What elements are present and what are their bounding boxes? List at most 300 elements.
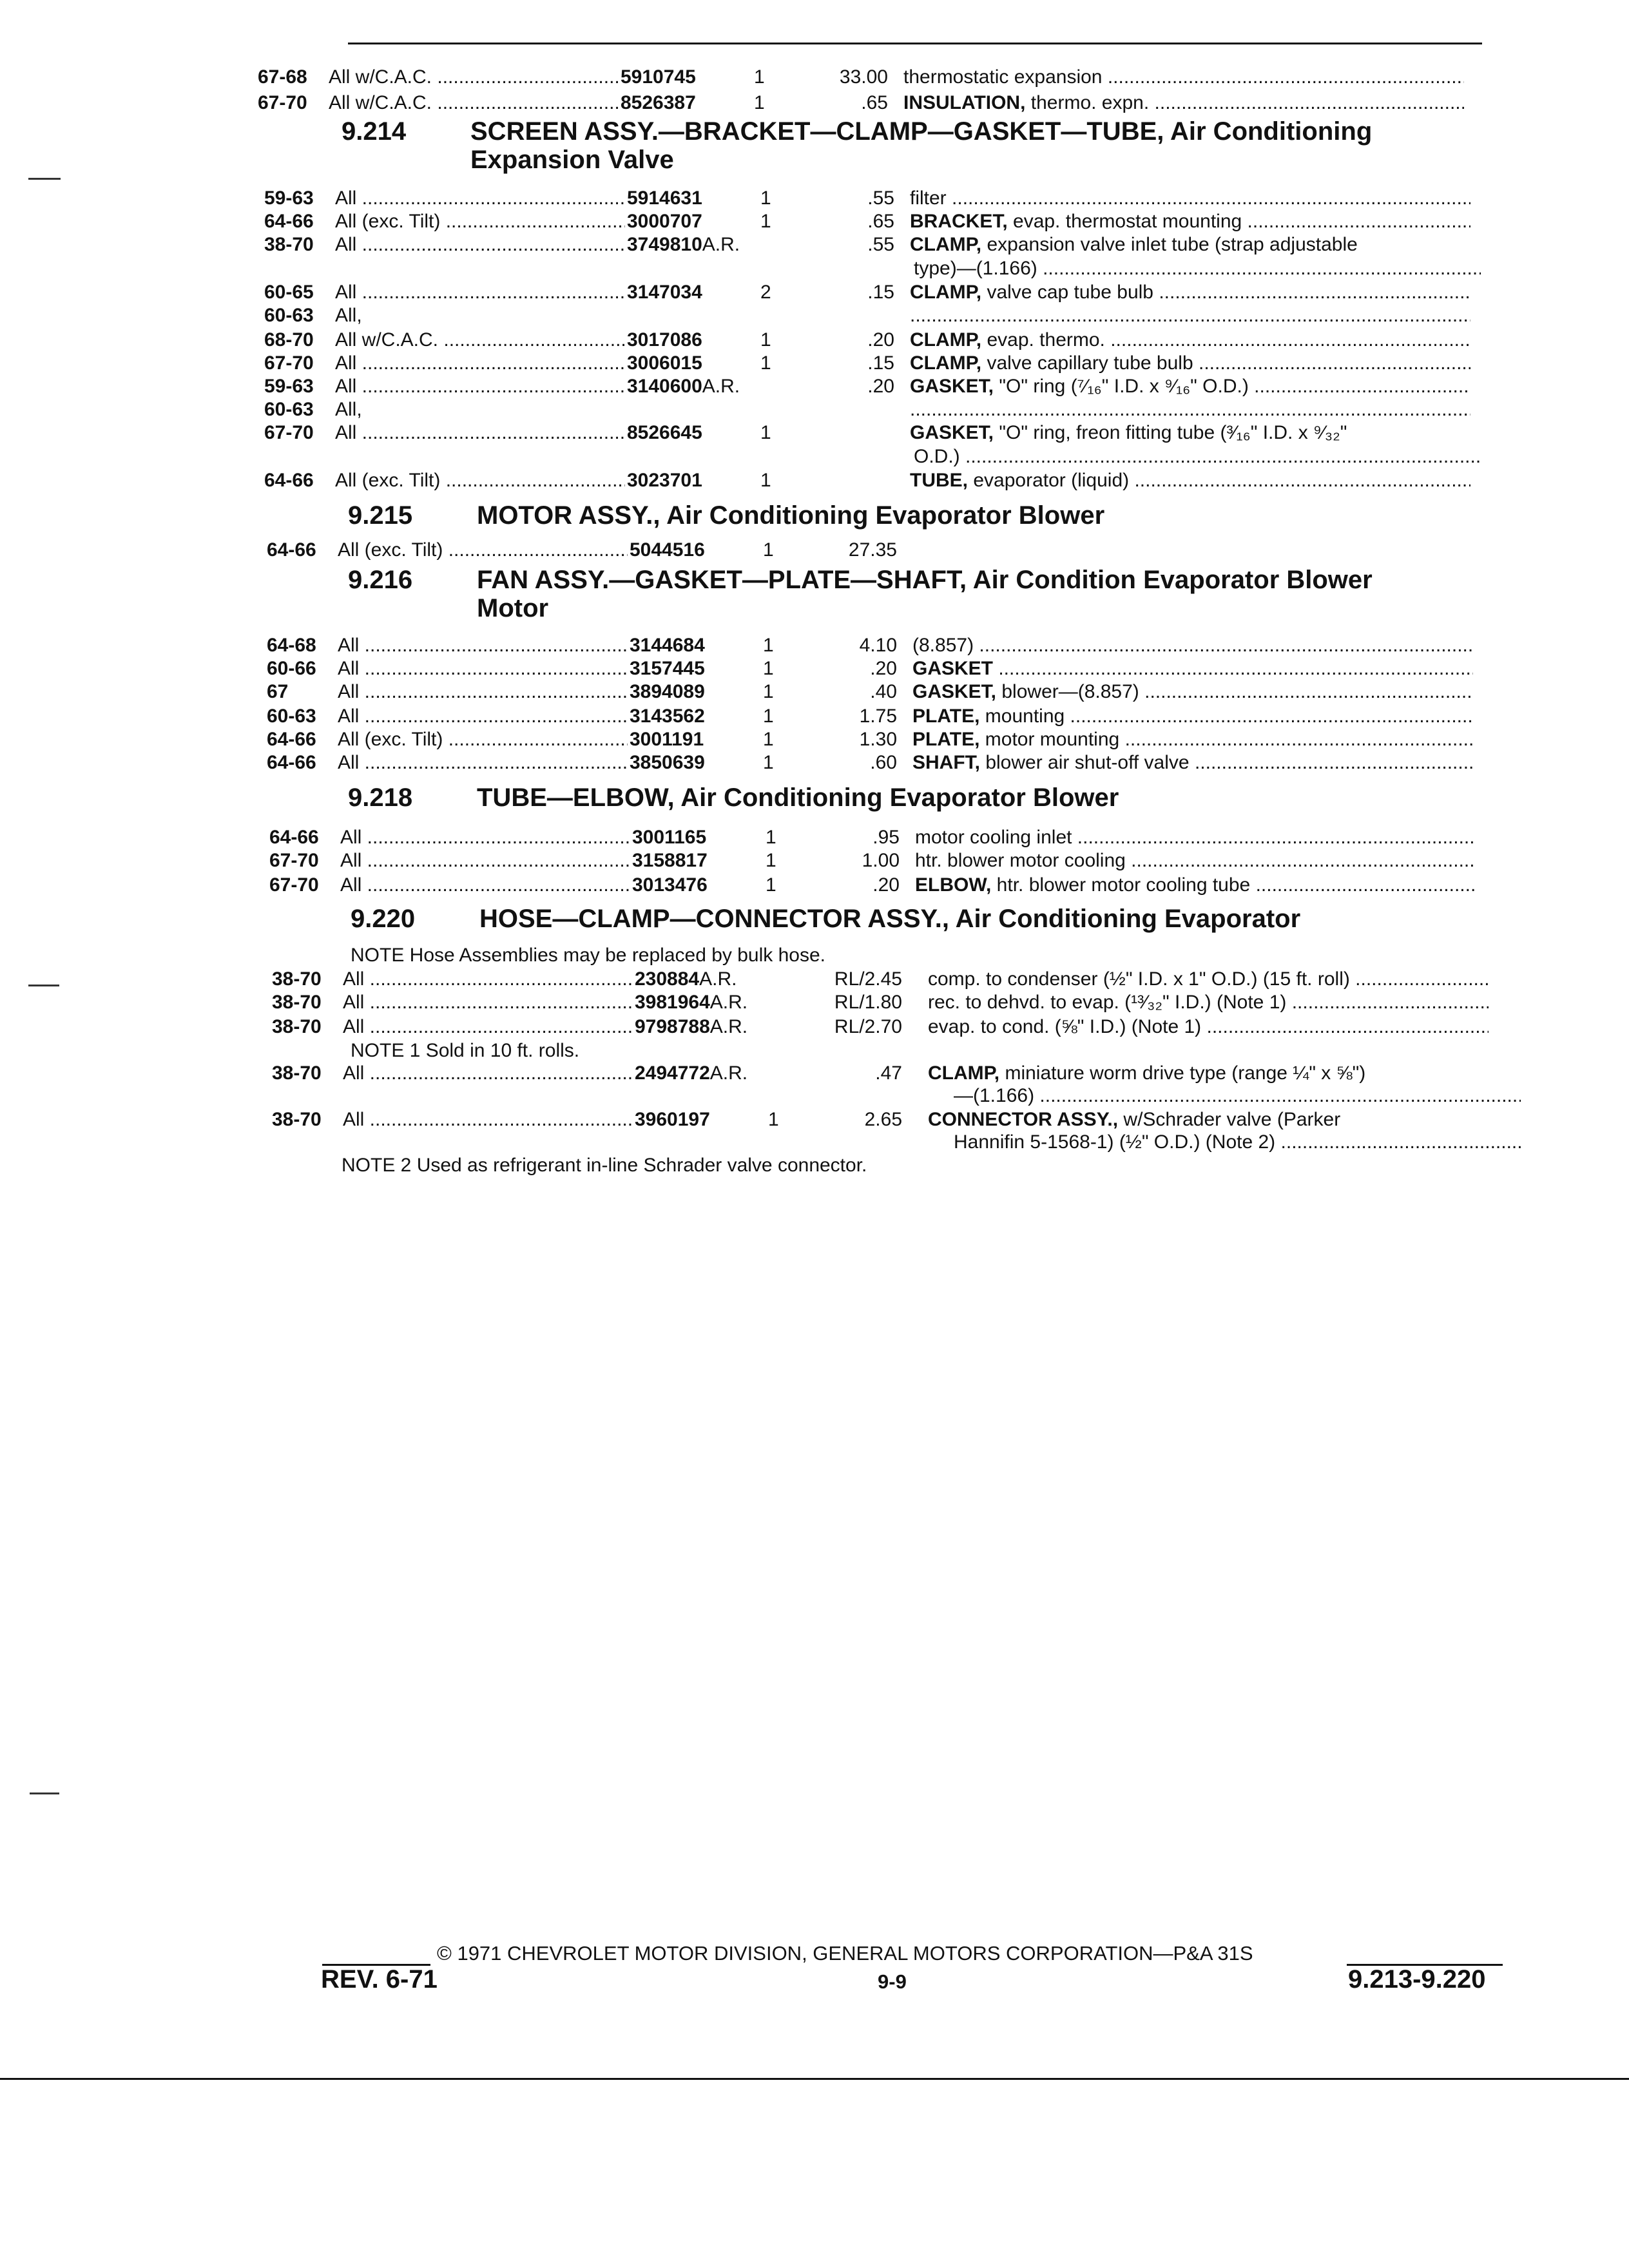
section-number: 9.218 [348, 783, 413, 812]
leader-dots [1139, 681, 1473, 702]
model-applicability [335, 468, 625, 494]
part-description [928, 1014, 1489, 1040]
model-applicability [335, 232, 625, 258]
description-continuation [954, 1130, 1521, 1155]
parts-row [267, 727, 1491, 753]
list-price: RL/1.80 [834, 992, 902, 1013]
note-1: NOTE 1 Sold in 10 ft. rolls. [351, 1040, 580, 1061]
quantity: 1 [763, 706, 774, 727]
description-text: htr. blower motor cooling tube [991, 874, 1251, 896]
leader-dots [364, 1109, 633, 1130]
description-text: thermostatic expansion [903, 66, 1103, 88]
model-applicability [335, 280, 625, 305]
list-price: .15 [867, 282, 894, 303]
leader-dots [356, 187, 625, 209]
part-description [910, 303, 1470, 329]
leader-dots [432, 66, 619, 88]
quantity: 1 [760, 187, 771, 209]
list-price: .15 [867, 352, 894, 374]
list-price: .20 [870, 658, 897, 679]
model-text: All [335, 352, 357, 374]
part-number [627, 280, 756, 305]
model-applicability [343, 990, 633, 1015]
description-text: mounting [979, 706, 1065, 727]
quantity: 2 [760, 282, 771, 303]
quantity: 1 [763, 729, 774, 750]
list-price: 1.75 [859, 706, 897, 727]
model-text: All [343, 1062, 365, 1084]
parts-row [264, 420, 1489, 446]
leader-dots [1103, 66, 1465, 88]
model-years: 64-66 [267, 729, 316, 750]
model-text: All [335, 234, 357, 255]
model-applicability [343, 1061, 633, 1086]
model-applicability [338, 537, 628, 563]
model-years: 67-70 [269, 850, 319, 871]
parts-row [267, 537, 1491, 563]
continuation-text: —(1.166) [954, 1085, 1035, 1106]
leader-dots [1065, 706, 1473, 727]
model-applicability [338, 727, 628, 753]
margin-tick [28, 178, 61, 180]
leader-dots [947, 187, 1470, 209]
model-applicability [335, 209, 625, 235]
part-number [630, 633, 758, 658]
list-price: 33.00 [839, 66, 888, 88]
model-years: 60-66 [267, 658, 316, 679]
section-title: HOSE—CLAMP—CONNECTOR ASSY., Air Conditioning Evaporator [479, 905, 1301, 933]
list-price: .47 [875, 1062, 902, 1084]
model-applicability [335, 351, 625, 376]
leader-dots [364, 1016, 633, 1037]
description-text: valve capillary tube bulb [981, 352, 1193, 374]
leader-dots [361, 827, 630, 848]
list-price: .95 [872, 827, 900, 848]
section-title: TUBE—ELBOW, Air Conditioning Evaporator Blower [477, 783, 1119, 812]
part-description [915, 825, 1476, 850]
list-price: 1.30 [859, 729, 897, 750]
leader-dots [443, 729, 628, 750]
model-text: All [335, 376, 357, 397]
model-applicability [335, 303, 625, 329]
part-description [912, 656, 1473, 682]
part-description [903, 64, 1464, 90]
description-keyword: GASKET [912, 658, 994, 679]
leader-dots [359, 658, 628, 679]
part-number-text: 3981964 [635, 992, 710, 1013]
model-years: 68-70 [264, 329, 314, 351]
parts-row [267, 704, 1491, 729]
description-text: evap. to cond. (⅝" I.D.) (Note 1) [928, 1016, 1202, 1037]
model-applicability [338, 679, 628, 705]
leader-dots [1286, 992, 1489, 1013]
description-text: valve cap tube bulb [981, 282, 1153, 303]
quantity: 1 [763, 539, 774, 561]
part-description [928, 990, 1489, 1015]
model-applicability [340, 848, 630, 874]
copyright-line: © 1971 CHEVROLET MOTOR DIVISION, GENERAL MOTORS CORPORATION—P&A 31S [437, 1942, 1253, 1965]
part-description [910, 280, 1470, 305]
leader-dots [361, 850, 630, 871]
model-years: 64-66 [264, 470, 314, 491]
part-number [632, 848, 761, 874]
model-years: 38-70 [272, 1109, 322, 1130]
leader-dots [910, 305, 1470, 326]
part-number [635, 966, 764, 992]
quantity: 1 [768, 1109, 779, 1130]
part-number-text: 5044516 [630, 539, 705, 561]
quantity: 1 [754, 92, 765, 113]
part-description [912, 679, 1473, 705]
part-number-text: 3157445 [630, 658, 705, 679]
parts-row [264, 303, 1489, 329]
description-keyword: CLAMP, [910, 352, 982, 374]
model-years: 60-63 [267, 706, 316, 727]
description-text: motor mounting [979, 729, 1120, 750]
part-number-text: 3013476 [632, 874, 708, 896]
model-text: All [338, 706, 360, 727]
model-years: 67-70 [264, 422, 314, 443]
description-text: evap. thermo. [981, 329, 1105, 351]
part-number-text: 3960197 [635, 1109, 710, 1130]
model-text: All [338, 658, 360, 679]
top-rule [348, 43, 1482, 44]
model-years: 38-70 [272, 968, 322, 990]
part-number-text: 3850639 [630, 752, 705, 773]
part-description [910, 397, 1470, 423]
model-text: All (exc. Tilt) [338, 539, 443, 561]
part-description [928, 1061, 1489, 1086]
description-text: "O" ring (⁷⁄₁₆" I.D. x ⁹⁄₁₆" O.D.) [994, 376, 1249, 397]
leader-dots [359, 635, 628, 656]
part-number [627, 209, 756, 235]
parts-row [272, 990, 1496, 1015]
parts-row [267, 656, 1491, 682]
part-number [621, 64, 749, 90]
part-number [630, 704, 758, 729]
leader-dots [1149, 92, 1464, 113]
list-price: .65 [867, 211, 894, 232]
parts-row [264, 280, 1489, 305]
part-description [912, 750, 1473, 776]
quantity-suffix: A.R. [702, 376, 740, 397]
model-years: 38-70 [272, 1062, 322, 1084]
description-keyword: CLAMP, [910, 282, 982, 303]
section-title-continued: Motor [477, 594, 549, 622]
quantity: 1 [763, 752, 774, 773]
parts-row [269, 872, 1494, 898]
leader-dots [359, 681, 628, 702]
part-number-text: 3143562 [630, 706, 705, 727]
model-text: All [338, 752, 360, 773]
leader-dots [1119, 729, 1473, 750]
part-description [912, 727, 1473, 753]
part-description [912, 633, 1473, 658]
model-text: All [338, 635, 360, 656]
part-number [627, 374, 756, 399]
leader-dots [1275, 1131, 1521, 1153]
quantity: 1 [763, 681, 774, 702]
description-text: evaporator (liquid) [968, 470, 1130, 491]
model-applicability [343, 966, 633, 992]
part-number-text: 5914631 [627, 187, 702, 209]
part-description [903, 90, 1464, 116]
leader-dots [1037, 258, 1481, 279]
part-number-text: 5910745 [621, 66, 696, 88]
model-years: 60-65 [264, 282, 314, 303]
model-text: All, [335, 399, 362, 420]
part-description [910, 468, 1470, 494]
model-years: 60-63 [264, 399, 314, 420]
leader-dots [993, 658, 1473, 679]
part-description [910, 327, 1470, 353]
list-price: RL/2.45 [834, 968, 902, 990]
leader-dots [364, 968, 633, 990]
description-text: expansion valve inlet tube (strap adjustable [981, 234, 1358, 255]
model-applicability [335, 420, 625, 446]
part-number-text: 2494772 [635, 1062, 710, 1084]
model-years: 64-66 [267, 539, 316, 561]
margin-tick [28, 985, 59, 986]
leader-dots [1072, 827, 1476, 848]
model-applicability [343, 1014, 633, 1040]
revision-label: REV. 6-71 [321, 1965, 438, 1994]
description-continuation [914, 445, 1481, 469]
quantity: 1 [763, 635, 774, 656]
section-title: FAN ASSY.—GASKET—PLATE—SHAFT, Air Condition Evaporator Blower [477, 566, 1373, 594]
part-number [635, 1014, 764, 1040]
description-text: rec. to dehvd. to evap. (¹³⁄₃₂" I.D.) (Note 1) [928, 992, 1287, 1013]
parts-row [258, 90, 1482, 116]
model-applicability [335, 397, 625, 423]
model-text: All [343, 968, 365, 990]
quantity-suffix: A.R. [699, 968, 737, 990]
part-number-text: 3140600 [627, 376, 702, 397]
part-number [630, 656, 758, 682]
part-description [915, 872, 1476, 898]
model-years: 38-70 [272, 1016, 322, 1037]
leader-dots [440, 470, 625, 491]
model-years: 64-66 [269, 827, 319, 848]
model-text: All (exc. Tilt) [338, 729, 443, 750]
description-text: miniature worm drive type (range ¼" x ⅝") [999, 1062, 1366, 1084]
list-price: RL/2.70 [834, 1016, 902, 1037]
quantity: 1 [766, 850, 776, 871]
part-description [928, 1107, 1489, 1133]
description-keyword: TUBE, [910, 470, 968, 491]
description-keyword: PLATE, [912, 706, 980, 727]
parts-row [264, 468, 1489, 494]
part-number [635, 990, 764, 1015]
part-number [627, 232, 756, 258]
part-number-text: 3000707 [627, 211, 702, 232]
part-description [910, 351, 1470, 376]
part-number [630, 537, 758, 563]
model-applicability [338, 656, 628, 682]
leader-dots [1153, 282, 1470, 303]
part-number-text: 3023701 [627, 470, 702, 491]
description-text: blower air shut-off valve [980, 752, 1190, 773]
model-applicability [338, 750, 628, 776]
model-years: 38-70 [264, 234, 314, 255]
model-years: 67-70 [269, 874, 319, 896]
model-years: 64-68 [267, 635, 316, 656]
part-number-text: 3894089 [630, 681, 705, 702]
part-description [910, 232, 1470, 258]
part-number [635, 1107, 764, 1133]
part-description [910, 186, 1470, 211]
leader-dots [356, 422, 625, 443]
part-number-text: 230884 [635, 968, 700, 990]
list-price: .20 [867, 329, 894, 351]
model-text: All (exc. Tilt) [335, 211, 441, 232]
parts-row [264, 351, 1489, 376]
quantity: 1 [760, 352, 771, 374]
section-number: 9.220 [351, 905, 416, 933]
quantity-suffix: A.R. [702, 234, 740, 255]
leader-dots [356, 234, 625, 255]
model-text: All (exc. Tilt) [335, 470, 441, 491]
description-keyword: CLAMP, [910, 234, 982, 255]
part-number-text: 3001191 [630, 729, 704, 750]
leader-dots [440, 211, 625, 232]
margin-tick [30, 1792, 59, 1794]
description-keyword: PLATE, [912, 729, 980, 750]
parts-row [264, 327, 1489, 353]
list-price: .55 [867, 234, 894, 255]
description-text: motor cooling inlet [915, 827, 1072, 848]
description-keyword: INSULATION, [903, 92, 1026, 113]
continuation-text: O.D.) [914, 446, 960, 467]
part-number [627, 420, 756, 446]
leader-dots [438, 329, 625, 351]
leader-dots [1242, 211, 1470, 232]
part-number [627, 468, 756, 494]
leader-dots [974, 635, 1473, 656]
list-price: .60 [870, 752, 897, 773]
description-keyword: ELBOW, [915, 874, 992, 896]
model-applicability [340, 825, 630, 850]
parts-row [258, 64, 1482, 90]
part-number-text: 8526387 [621, 92, 696, 113]
part-description [910, 420, 1470, 446]
continuation-text: type)—(1.166) [914, 258, 1037, 279]
part-number [632, 872, 761, 898]
description-continuation [914, 256, 1481, 281]
list-price: .65 [861, 92, 888, 113]
section-title: SCREEN ASSY.—BRACKET—CLAMP—GASKET—TUBE, Air Conditioning [470, 117, 1373, 146]
model-years: 67-68 [258, 66, 307, 88]
part-description [915, 848, 1476, 874]
model-years: 59-63 [264, 187, 314, 209]
model-text: All [343, 1109, 365, 1130]
parts-row [269, 825, 1494, 850]
description-text: "O" ring, freon fitting tube (³⁄₁₆" I.D. x ⁹⁄₃₂" [994, 422, 1347, 443]
section-title-continued: Expansion Valve [470, 146, 674, 174]
model-applicability [335, 327, 625, 353]
quantity: 1 [760, 422, 771, 443]
leader-dots [359, 706, 628, 727]
model-years: 67 [267, 681, 289, 702]
part-description [910, 374, 1470, 399]
model-text: All [340, 827, 362, 848]
description-text: evap. thermostat mounting [1007, 211, 1242, 232]
part-number [630, 679, 758, 705]
part-number [627, 186, 756, 211]
list-price: 27.35 [848, 539, 897, 561]
parts-row [264, 209, 1489, 235]
hose-note: NOTE Hose Assemblies may be replaced by bulk hose. [351, 945, 826, 966]
model-text: All, [335, 305, 362, 326]
leader-dots [1350, 968, 1489, 990]
parts-row [267, 633, 1491, 658]
parts-row [264, 397, 1489, 423]
part-number-text: 3144684 [630, 635, 705, 656]
model-text: All w/C.A.C. [329, 66, 432, 88]
quantity-suffix: A.R. [709, 992, 748, 1013]
model-text: All w/C.A.C. [335, 329, 439, 351]
model-years: 64-66 [267, 752, 316, 773]
leader-dots [364, 1062, 633, 1084]
description-keyword: CONNECTOR ASSY., [928, 1109, 1119, 1130]
quantity: 1 [760, 470, 771, 491]
bottom-rule [0, 2078, 1629, 2080]
list-price: 1.00 [862, 850, 900, 871]
list-price: .20 [872, 874, 900, 896]
description-text: blower—(8.857) [996, 681, 1139, 702]
leader-dots [356, 376, 625, 397]
section-number: 9.216 [348, 566, 413, 594]
description-keyword: CLAMP, [928, 1062, 1000, 1084]
part-number [632, 825, 761, 850]
parts-row [272, 1061, 1496, 1086]
description-text: comp. to condenser (½" I.D. x 1" O.D.) (15 ft. roll) [928, 968, 1350, 990]
list-price: .20 [867, 376, 894, 397]
leader-dots [356, 352, 625, 374]
parts-row [267, 750, 1491, 776]
quantity: 1 [766, 874, 776, 896]
description-keyword: GASKET, [910, 376, 994, 397]
leader-dots [1129, 470, 1470, 491]
list-price: 2.65 [864, 1109, 902, 1130]
section-range: 9.213-9.220 [1348, 1965, 1486, 1994]
leader-dots [1034, 1085, 1521, 1106]
quantity-suffix: A.R. [709, 1062, 748, 1084]
model-text: All [335, 422, 357, 443]
leader-dots [1105, 329, 1470, 351]
part-description [928, 966, 1489, 992]
quantity: 1 [766, 827, 776, 848]
part-description [912, 704, 1473, 729]
model-years: 60-63 [264, 305, 314, 326]
description-keyword: GASKET, [912, 681, 997, 702]
leader-dots [432, 92, 619, 113]
section-number: 9.215 [348, 501, 413, 530]
parts-row [272, 966, 1496, 992]
part-number-text: 8526645 [627, 422, 702, 443]
description-text: filter [910, 187, 947, 209]
description-text: htr. blower motor cooling [915, 850, 1126, 871]
model-applicability [338, 633, 628, 658]
leader-dots [1250, 874, 1476, 896]
section-title: MOTOR ASSY., Air Conditioning Evaporator Blower [477, 501, 1105, 530]
model-text: All [343, 1016, 365, 1037]
part-number [627, 327, 756, 353]
quantity: 1 [760, 329, 771, 351]
model-years: 67-70 [264, 352, 314, 374]
model-applicability [335, 186, 625, 211]
continuation-text: Hannifin 5-1568-1) (½" O.D.) (Note 2) [954, 1131, 1276, 1153]
